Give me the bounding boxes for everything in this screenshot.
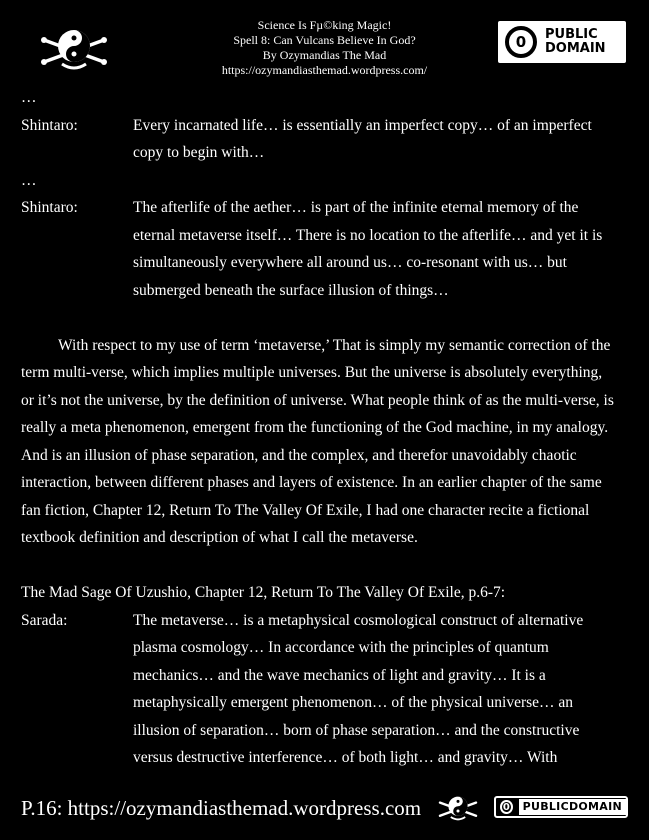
speaker-label: Sarada:	[21, 611, 68, 629]
dialog-block-shintaro-2	[21, 194, 631, 304]
speaker-label: Shintaro:	[21, 116, 78, 134]
dialog-block-sarada	[21, 607, 631, 772]
dialog-line: metaphysically emergent phenomenon… of the physical universe… an	[133, 694, 574, 711]
dialog-line: Every incarnated life… is essentially an imperfect copy… of an imperfect	[133, 116, 592, 134]
paragraph-line: textbook definition and description of what I call the metaverse.	[21, 529, 418, 546]
speaker-label: Shintaro:	[21, 199, 78, 216]
yin-yang-jolly-roger-icon	[436, 793, 480, 823]
badge-line-public: PUBLIC	[545, 27, 598, 42]
dialog-line: submerged beneath the surface illusion of things…	[133, 281, 449, 299]
body-paragraph	[21, 332, 631, 552]
dialog-line: mechanics… and the wave mechanics of light and gravity… It is a	[133, 666, 546, 684]
page-footer	[0, 788, 649, 828]
paragraph-line: term multi-verse, which implies multiple universes. But the universe is absolutely everything,	[21, 364, 603, 381]
document-body	[21, 84, 631, 772]
document-header-text	[150, 18, 499, 78]
yin-yang-jolly-roger-icon	[38, 24, 110, 74]
dialog-block-shintaro-1	[21, 112, 631, 167]
dialog-line: illusion of separation… born of phase separation… and the constructive	[133, 721, 580, 739]
public-domain-badge-small	[494, 796, 628, 818]
ellipsis-separator: …	[21, 171, 37, 189]
dialog-line: The afterlife of the aether… is part of the infinite eternal memory of the	[133, 199, 579, 216]
public-domain-badge	[498, 21, 626, 63]
page-number-url: P.16: https://ozymandiasthemad.wordpress.com	[21, 796, 422, 820]
dialog-line: simultaneously everywhere all around us… co-resonant with us… but	[133, 254, 567, 271]
header-author: By Ozymandias The Mad	[262, 48, 387, 62]
page-header	[0, 0, 649, 90]
paragraph-line: interaction, between different phases and layers of existence. In an earlier chapter of the same	[21, 474, 602, 491]
public-domain-zero-icon: 0	[505, 26, 537, 58]
dialog-line: The metaverse… is a metaphysical cosmological construct of alternative	[133, 611, 584, 629]
paragraph-line: fan fiction, Chapter 12, Return To The Valley Of Exile, I had one character recite a fictional	[21, 501, 590, 519]
dialog-line: eternal metaverse itself… There is no location to the afterlife… and yet it is	[133, 226, 603, 244]
paragraph-line: And is an illusion of phase separation, and the complex, and therefor unavoidably chaotic	[21, 446, 577, 464]
dialog-line: copy to begin with…	[133, 144, 265, 161]
dialog-line: plasma cosmology… In accordance with the principles of quantum	[133, 639, 549, 656]
paragraph-line: really a meta phenomenon, emergent from the functioning of the God machine, in my analogy.	[21, 419, 609, 436]
public-domain-zero-icon: 0	[500, 800, 513, 814]
badge-line-domain: DOMAIN	[545, 41, 606, 56]
dialog-line: versus destructive interference… of both light… and gravity… With	[133, 749, 558, 766]
header-subtitle: Spell 8: Can Vulcans Believe In God?	[233, 33, 416, 47]
ellipsis-separator: …	[21, 89, 37, 106]
paragraph-line: With respect to my use of term ‘metaverse,’ That is simply my semantic correction of the	[58, 336, 611, 354]
badge-label: PUBLICDOMAIN	[519, 799, 626, 815]
header-url: https://ozymandiasthemad.wordpress.com/	[221, 63, 428, 77]
paragraph-line: or it’s not the universe, by the definition of universe. What people think of as the multi-verse, is	[21, 391, 614, 409]
header-title: Science Is Fµ©king Magic!	[257, 18, 392, 32]
citation-line: The Mad Sage Of Uzushio, Chapter 12, Return To The Valley Of Exile, p.6-7:	[21, 584, 506, 601]
